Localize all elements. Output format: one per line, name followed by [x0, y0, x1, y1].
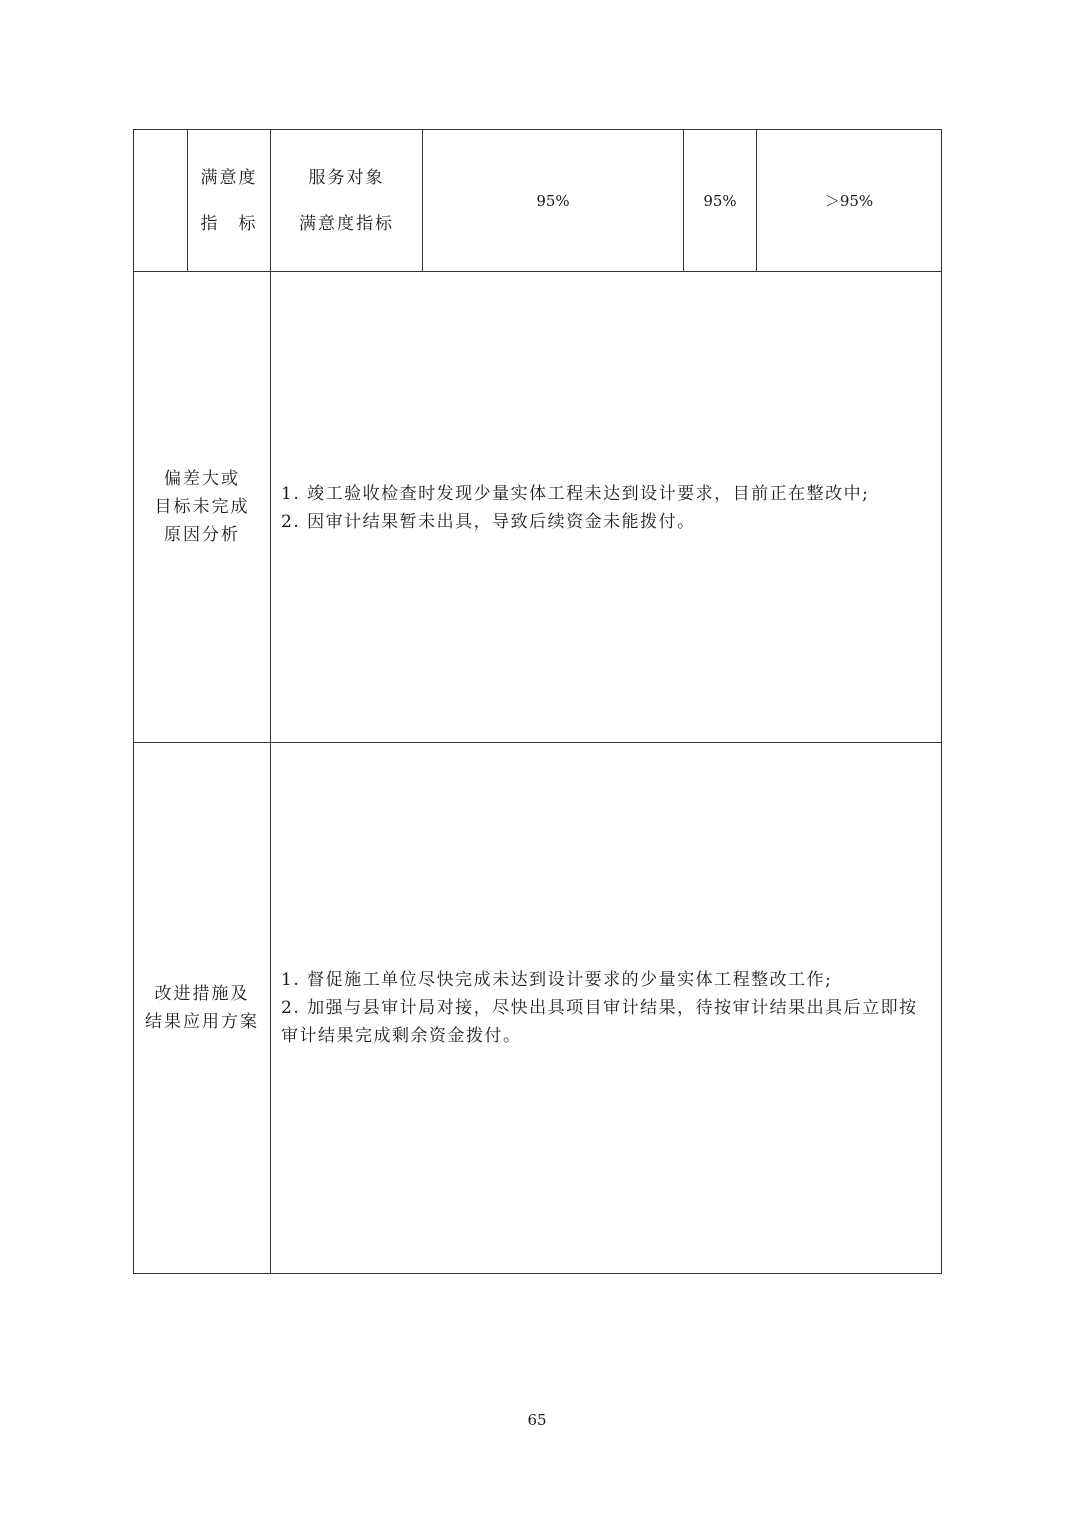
- improvement-label-line1: 改进措施及: [154, 984, 250, 1004]
- category-label-line1: 满意度: [200, 167, 258, 188]
- category-cell: [188, 130, 270, 271]
- improvement-item-2: 2. 加强与县审计局对接，尽快出具项目审计结果，待按审计结果出具后立即按审计结果完成剩余资金拨付。: [281, 998, 918, 1046]
- deviation-content: [281, 480, 933, 536]
- annual-target-cell: [423, 130, 683, 271]
- improvement-item-1: 1. 督促施工单位尽快完成未达到设计要求的少量实体工程整改工作;: [281, 970, 833, 990]
- indicator-label-line1: 服务对象: [308, 167, 385, 188]
- deviation-label-cell: [134, 272, 270, 742]
- deviation-item-2: 2. 因审计结果暂未出具，导致后续资金未能拨付。: [281, 512, 696, 532]
- deviation-label-line2: 目标未完成: [154, 497, 250, 517]
- indicator-label-line2: 满意度指标: [299, 213, 394, 234]
- deviation-label-line1: 偏差大或: [164, 469, 240, 489]
- annual-target-value: 95%: [536, 191, 570, 210]
- category-label-line2: 指 标: [200, 213, 258, 234]
- deviation-item-1: 1. 竣工验收检查时发现少量实体工程未达到设计要求，目前正在整改中;: [281, 484, 870, 504]
- deviation-label-line3: 原因分析: [164, 525, 240, 545]
- actual-value: 95%: [703, 191, 737, 210]
- improvement-label-line2: 结果应用方案: [145, 1012, 259, 1032]
- improvement-label-cell: [134, 743, 270, 1273]
- standard-cell: [757, 130, 941, 271]
- page-number: 65: [527, 1411, 547, 1429]
- improvement-content: [281, 966, 935, 1050]
- standard-value: ＞95%: [824, 191, 874, 210]
- indicator-cell: [271, 130, 422, 271]
- actual-value-cell: [684, 130, 756, 271]
